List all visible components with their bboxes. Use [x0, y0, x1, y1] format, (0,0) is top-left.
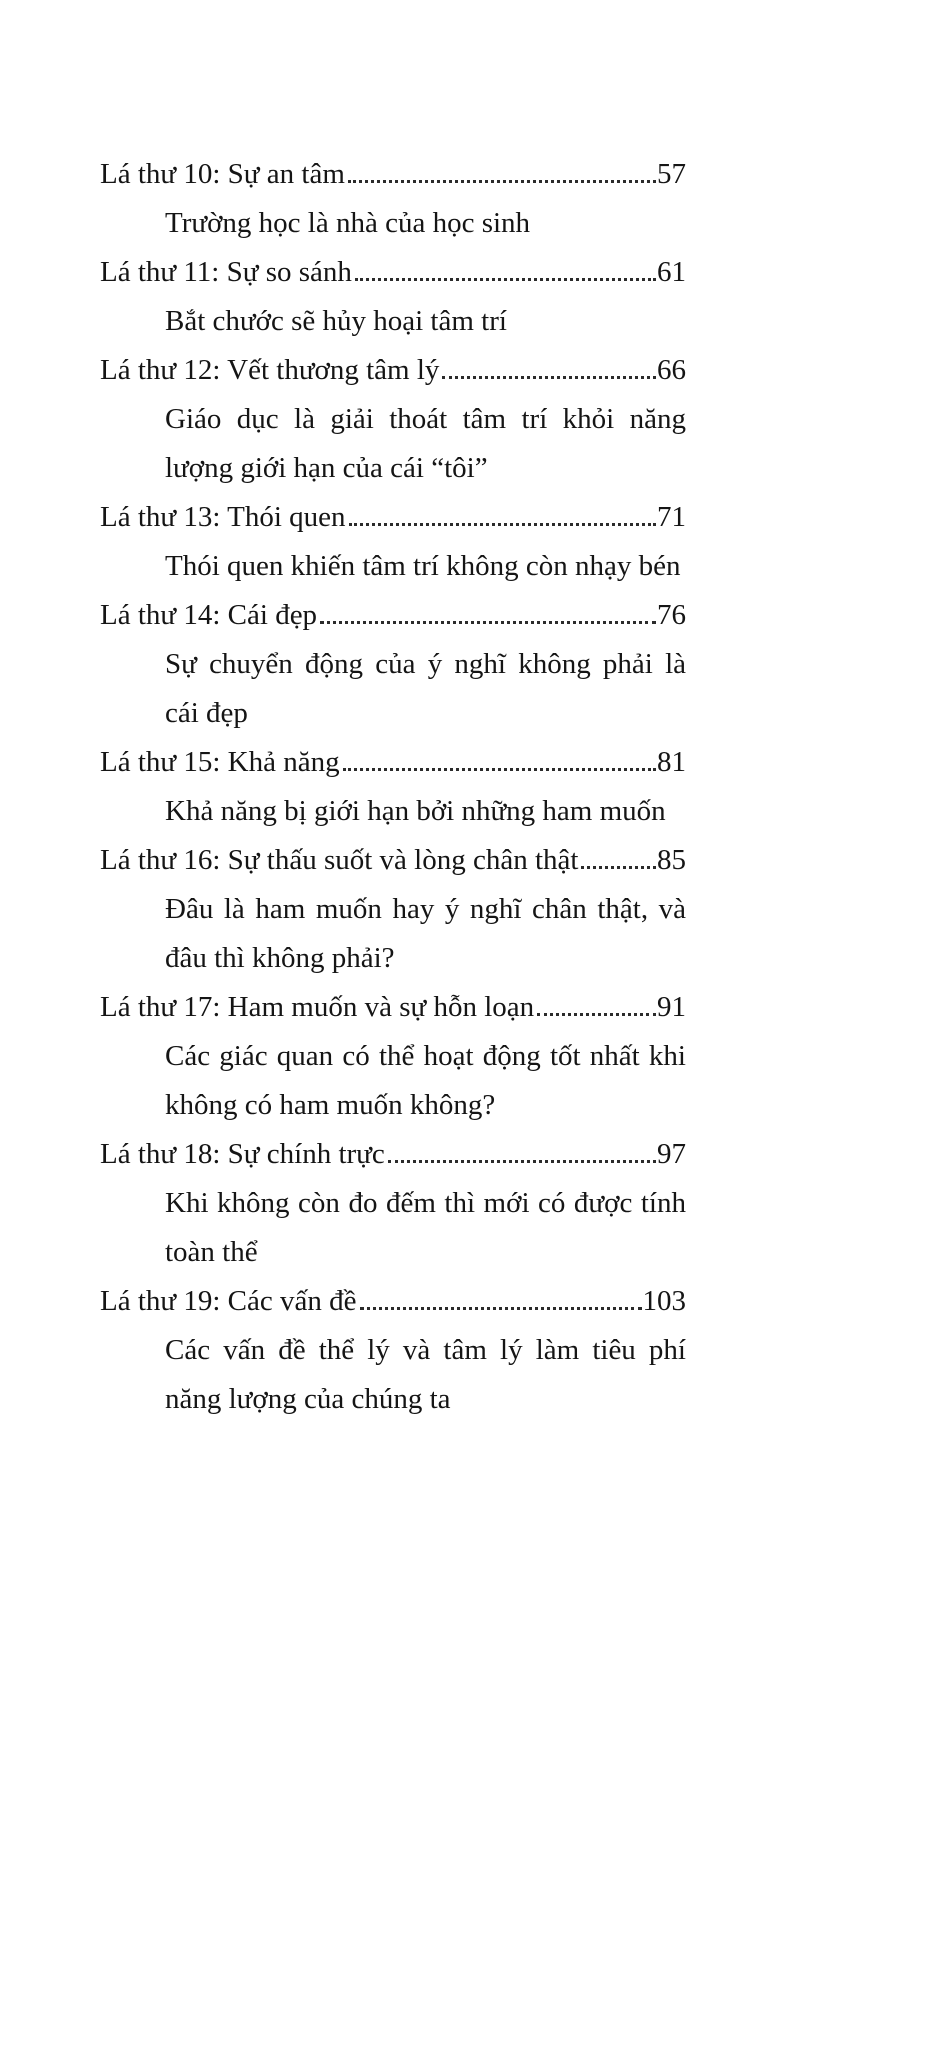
- toc-entry: [100, 493, 686, 591]
- dot-leader: [355, 275, 656, 281]
- toc-line: [100, 591, 686, 640]
- chapter-title: Lá thư 10: Sự an tâm: [100, 158, 345, 190]
- chapter-subtitle: Đâu là ham muốn hay ý nghĩ chân thật, và đâu thì không phải?: [165, 893, 686, 974]
- page-number: 81: [657, 746, 686, 778]
- chapter-subtitle: Giáo dục là giải thoát tâm trí khỏi năng lượng giới hạn của cái “tôi”: [165, 403, 686, 484]
- page-number: 66: [657, 354, 686, 386]
- dot-leader: [388, 1157, 656, 1163]
- chapter-subtitle: Khi không còn đo đếm thì mới có được tính toàn thể: [165, 1187, 686, 1268]
- chapter-title: Lá thư 12: Vết thương tâm lý: [100, 354, 440, 386]
- chapter-subtitle: Thói quen khiến tâm trí không còn nhạy bén: [165, 550, 681, 582]
- chapter-title: Lá thư 11: Sự so sánh: [100, 256, 352, 288]
- toc-entry: [100, 591, 686, 738]
- chapter-subtitle: Các giác quan có thể hoạt động tốt nhất khi không có ham muốn không?: [165, 1040, 686, 1121]
- chapter-title: Lá thư 16: Sự thấu suốt và lòng chân thật: [100, 844, 579, 876]
- chapter-title: Lá thư 19: Các vấn đề: [100, 1285, 357, 1317]
- toc-entry: [100, 1130, 686, 1277]
- toc-line: [100, 1130, 686, 1179]
- toc-line: [100, 346, 686, 395]
- dot-leader: [343, 765, 656, 771]
- toc-line: [100, 493, 686, 542]
- dot-leader: [442, 373, 656, 379]
- dot-leader: [349, 520, 656, 526]
- toc-entry: [100, 983, 686, 1130]
- chapter-title: Lá thư 13: Thói quen: [100, 501, 346, 533]
- toc-entry: [100, 150, 686, 248]
- chapter-title: Lá thư 15: Khả năng: [100, 746, 340, 778]
- page-number: 76: [657, 599, 686, 631]
- table-of-contents: [100, 150, 686, 1424]
- chapter-title: Lá thư 17: Ham muốn và sự hỗn loạn: [100, 991, 535, 1023]
- dot-leader: [581, 863, 656, 869]
- toc-entry: [100, 1277, 686, 1424]
- toc-entry: [100, 738, 686, 836]
- page-number: 57: [657, 158, 686, 190]
- toc-entry: [100, 836, 686, 983]
- chapter-title: Lá thư 18: Sự chính trực: [100, 1138, 385, 1170]
- page-number: 97: [657, 1138, 686, 1170]
- chapter-subtitle: Các vấn đề thể lý và tâm lý làm tiêu phí năng lượng của chúng ta: [165, 1334, 686, 1415]
- page-number: 103: [642, 1285, 686, 1317]
- dot-leader: [537, 1010, 656, 1016]
- chapter-subtitle: Khả năng bị giới hạn bởi những ham muốn: [165, 795, 666, 827]
- toc-line: [100, 1277, 686, 1326]
- dot-leader: [348, 177, 656, 183]
- toc-entry: [100, 248, 686, 346]
- dot-leader: [320, 618, 656, 624]
- chapter-subtitle: Bắt chước sẽ hủy hoại tâm trí: [165, 305, 507, 337]
- page-number: 61: [657, 256, 686, 288]
- dot-leader: [360, 1304, 642, 1310]
- page-number: 85: [657, 844, 686, 876]
- chapter-subtitle: Sự chuyển động của ý nghĩ không phải là cái đẹp: [165, 648, 686, 729]
- toc-line: [100, 983, 686, 1032]
- chapter-subtitle: Trường học là nhà của học sinh: [165, 207, 531, 239]
- toc-line: [100, 248, 686, 297]
- toc-line: [100, 738, 686, 787]
- page-number: 91: [657, 991, 686, 1023]
- toc-line: [100, 150, 686, 199]
- toc-entry: [100, 346, 686, 493]
- page-number: 71: [657, 501, 686, 533]
- chapter-title: Lá thư 14: Cái đẹp: [100, 599, 318, 631]
- toc-line: [100, 836, 686, 885]
